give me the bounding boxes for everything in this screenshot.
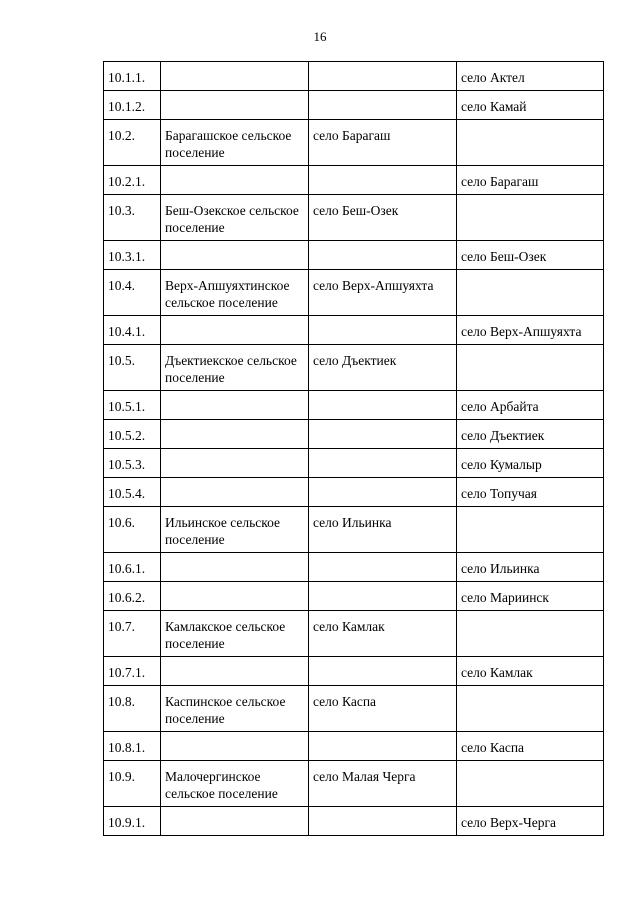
row-number-cell: 10.9. xyxy=(104,761,161,807)
village-cell: село Камай xyxy=(457,91,604,120)
settlement-name-cell xyxy=(161,582,309,611)
table-row xyxy=(104,657,604,686)
row-number-cell: 10.6. xyxy=(104,507,161,553)
admin-center-cell xyxy=(309,91,457,120)
table-row xyxy=(104,62,604,91)
village-cell: село Арбайта xyxy=(457,391,604,420)
row-number-cell: 10.5.3. xyxy=(104,449,161,478)
row-number-cell: 10.8.1. xyxy=(104,732,161,761)
village-cell: село Ильинка xyxy=(457,553,604,582)
table-row xyxy=(104,732,604,761)
settlement-name-cell: Барагашское сельское поселение xyxy=(161,120,309,166)
admin-center-cell xyxy=(309,316,457,345)
village-cell xyxy=(457,761,604,807)
settlement-name-cell xyxy=(161,391,309,420)
row-number-cell: 10.3.1. xyxy=(104,241,161,270)
table-row xyxy=(104,195,604,241)
village-cell xyxy=(457,345,604,391)
table-row xyxy=(104,241,604,270)
settlement-name-cell xyxy=(161,62,309,91)
settlement-name-cell xyxy=(161,316,309,345)
row-number-cell: 10.3. xyxy=(104,195,161,241)
row-number-cell: 10.6.1. xyxy=(104,553,161,582)
admin-center-cell: село Камлак xyxy=(309,611,457,657)
admin-center-cell: село Ильинка xyxy=(309,507,457,553)
admin-center-cell xyxy=(309,166,457,195)
table-row xyxy=(104,420,604,449)
table-row xyxy=(104,449,604,478)
settlement-name-cell: Камлакское сельское поселение xyxy=(161,611,309,657)
settlement-name-cell: Каспинское сельское поселение xyxy=(161,686,309,732)
settlement-name-cell xyxy=(161,553,309,582)
admin-center-cell xyxy=(309,62,457,91)
village-cell xyxy=(457,611,604,657)
admin-center-cell xyxy=(309,807,457,836)
settlement-name-cell: Дъектиекское сельское поселение xyxy=(161,345,309,391)
settlement-name-cell: Ильинское сельское поселение xyxy=(161,507,309,553)
admin-center-cell xyxy=(309,553,457,582)
admin-center-cell xyxy=(309,449,457,478)
table-row xyxy=(104,391,604,420)
table-row xyxy=(104,611,604,657)
settlement-name-cell: Малочергинское сельское поселение xyxy=(161,761,309,807)
settlements-table-body xyxy=(104,62,604,836)
village-cell: село Барагаш xyxy=(457,166,604,195)
page-number: 16 xyxy=(313,29,327,44)
admin-center-cell: село Дъектиек xyxy=(309,345,457,391)
row-number-cell: 10.2. xyxy=(104,120,161,166)
village-cell: село Верх-Апшуяхта xyxy=(457,316,604,345)
village-cell xyxy=(457,507,604,553)
row-number-cell: 10.4.1. xyxy=(104,316,161,345)
admin-center-cell xyxy=(309,478,457,507)
admin-center-cell: село Каспа xyxy=(309,686,457,732)
table-row xyxy=(104,120,604,166)
village-cell: село Мариинск xyxy=(457,582,604,611)
admin-center-cell xyxy=(309,657,457,686)
table-row xyxy=(104,91,604,120)
village-cell: село Дъектиек xyxy=(457,420,604,449)
settlement-name-cell xyxy=(161,241,309,270)
settlement-name-cell xyxy=(161,91,309,120)
table-row xyxy=(104,807,604,836)
village-cell: село Кумалыр xyxy=(457,449,604,478)
admin-center-cell: село Барагаш xyxy=(309,120,457,166)
table-row xyxy=(104,582,604,611)
admin-center-cell xyxy=(309,420,457,449)
row-number-cell: 10.5.1. xyxy=(104,391,161,420)
village-cell xyxy=(457,120,604,166)
row-number-cell: 10.9.1. xyxy=(104,807,161,836)
settlement-name-cell xyxy=(161,420,309,449)
row-number-cell: 10.5.2. xyxy=(104,420,161,449)
village-cell: село Актел xyxy=(457,62,604,91)
admin-center-cell: село Верх-Апшуяхта xyxy=(309,270,457,316)
settlements-table xyxy=(103,61,604,836)
settlement-name-cell: Беш-Озекское сельское поселение xyxy=(161,195,309,241)
row-number-cell: 10.6.2. xyxy=(104,582,161,611)
admin-center-cell xyxy=(309,732,457,761)
table-row xyxy=(104,507,604,553)
row-number-cell: 10.7. xyxy=(104,611,161,657)
table-row xyxy=(104,686,604,732)
village-cell: село Камлак xyxy=(457,657,604,686)
village-cell: село Беш-Озек xyxy=(457,241,604,270)
settlement-name-cell: Верх-Апшуяхтинское сельское поселение xyxy=(161,270,309,316)
settlement-name-cell xyxy=(161,807,309,836)
table-row xyxy=(104,166,604,195)
table-row xyxy=(104,316,604,345)
row-number-cell: 10.1.2. xyxy=(104,91,161,120)
row-number-cell: 10.5. xyxy=(104,345,161,391)
village-cell xyxy=(457,195,604,241)
table-row xyxy=(104,553,604,582)
settlement-name-cell xyxy=(161,166,309,195)
table-row xyxy=(104,761,604,807)
village-cell xyxy=(457,270,604,316)
admin-center-cell xyxy=(309,241,457,270)
village-cell: село Топучая xyxy=(457,478,604,507)
admin-center-cell xyxy=(309,582,457,611)
row-number-cell: 10.5.4. xyxy=(104,478,161,507)
table-row xyxy=(104,345,604,391)
row-number-cell: 10.8. xyxy=(104,686,161,732)
row-number-cell: 10.4. xyxy=(104,270,161,316)
row-number-cell: 10.7.1. xyxy=(104,657,161,686)
settlement-name-cell xyxy=(161,478,309,507)
settlement-name-cell xyxy=(161,657,309,686)
row-number-cell: 10.2.1. xyxy=(104,166,161,195)
admin-center-cell: село Беш-Озек xyxy=(309,195,457,241)
row-number-cell: 10.1.1. xyxy=(104,62,161,91)
table-row xyxy=(104,270,604,316)
village-cell: село Каспа xyxy=(457,732,604,761)
village-cell: село Верх-Черга xyxy=(457,807,604,836)
village-cell xyxy=(457,686,604,732)
admin-center-cell: село Малая Черга xyxy=(309,761,457,807)
table-row xyxy=(104,478,604,507)
settlement-name-cell xyxy=(161,449,309,478)
admin-center-cell xyxy=(309,391,457,420)
settlement-name-cell xyxy=(161,732,309,761)
